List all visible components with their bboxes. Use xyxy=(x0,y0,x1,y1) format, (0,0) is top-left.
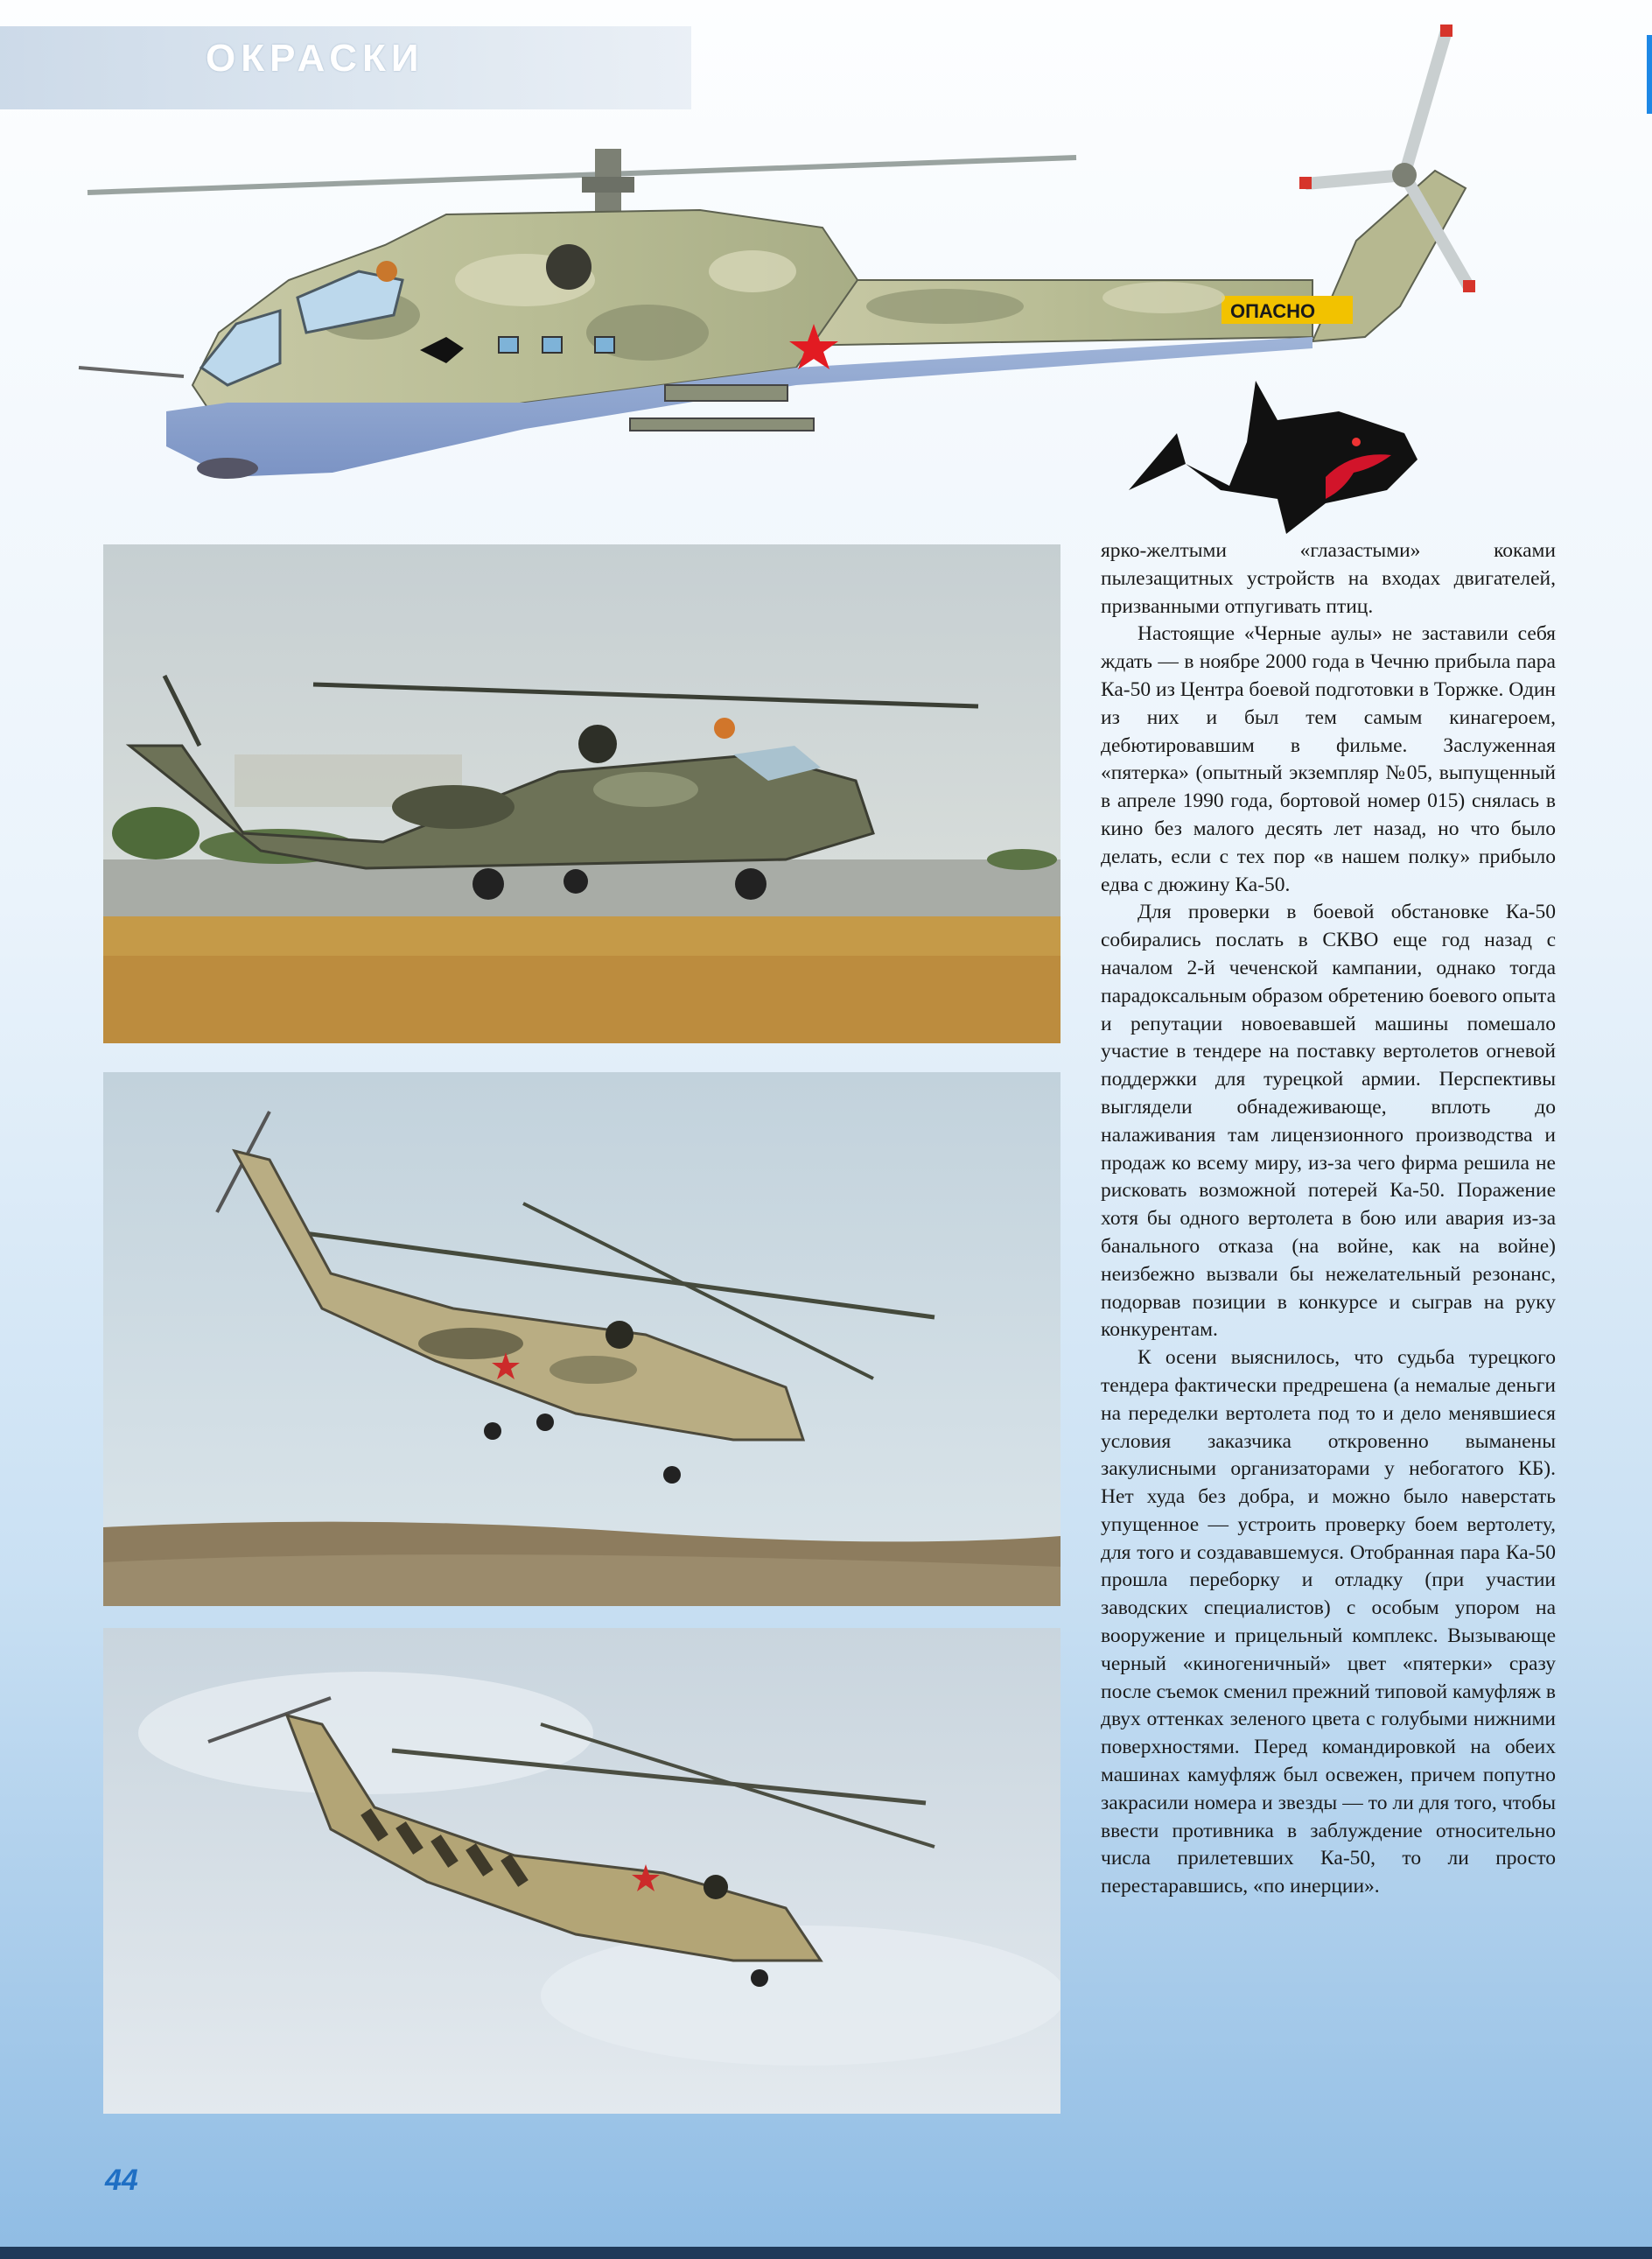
article-paragraph: Для проверки в боевой обстановке Ка-50 собирались послать в СКВО еще год назад с началом 2-й чеченской кампании, однако тогда парадоксальным образом обретению боевого опыта и репутации новоевавшей машины помешало участие в тендере на поставку вертолетов огневой поддержки для турецкой армии. Перспективы выглядели обнадеживающе, вплоть до налаживания там лицензионного производства и продаж ко всему миру, из-за чего фирма решила не рисковать возможной потерей Ка-50. Поражение хотя бы одного вертолета в бою или авария из-за банального отказа (на войне, как на войне) неизбежно вызвали бы нежелательный резонанс, подорвав позиции в конкурсе и сыграв на руку конкурентам. xyxy=(1101,901,1556,1342)
photo-helicopter-in-flight-2 xyxy=(103,1628,1060,2114)
tail-inscription: ОПАСНО xyxy=(1230,300,1316,322)
bottom-edge xyxy=(0,2247,1652,2259)
page-edge-marker xyxy=(1647,35,1652,114)
article-paragraph: Настоящие «Черные аулы» не заставили себя ждать — в ноябре 2000 года в Чечню прибыла пара Ка-50 из Центра боевой подготовки в Торжке. Один из них и был тем самым кинагероем, дебютировавшим в фильме. Заслуженная «пятерка» (опытный экземпляр №05, выпущенный в апреле 1990 года, бортовой номер 015) снялась в кино без малого десять лет назад, но что было делать, если с тех пор «в нашем полку» прибыло едва с дюжину Ка-50. xyxy=(1101,622,1556,896)
shark-emblem xyxy=(1124,359,1422,538)
article-paragraph: К осени выяснилось, что судьба турецкого тендера фактически предрешена (а немалые деньги на переделки вертолета под то и дело менявшиеся условия заказчика откровенно выманены закулисными организаторами у небогатого КБ). Нет худа без добра, и можно было наверстать упущенное — устроить проверку боем вертолету, для того и создававшемуся. Отобранная пара Ка-50 прошла переборку и отладку (при участии заводских специалистов) с особым упором на вооружение и прицельный комплекс. Вызывающе черный «киногеничный» цвет «пятерки» сразу после съемок сменил прежний типовой камуфляж в двух оттенках зеленого цвета с голубыми нижними поверхностями. Перед командировкой на обеих машинах камуфляж был освежен, причем попутно закрасили номера и звезды — то ли для того, чтобы ввести противника в заблуждение относительно числа прилетевших Ка-50, то ли просто перестаравшись, «по инерции». xyxy=(1101,1346,1556,1898)
photo-helicopter-in-flight-1 xyxy=(103,1072,1060,1606)
section-title: ОКРАСКИ xyxy=(206,37,424,80)
page-number: 44 xyxy=(105,2164,138,2197)
article-paragraph: ярко-желтыми «глазастыми» коками пылезащитных устройств на входах двигателей, призванными отпугивать птиц. xyxy=(1101,539,1556,618)
article-text xyxy=(1101,537,1556,1901)
photo-helicopter-on-ground xyxy=(103,544,1060,1043)
